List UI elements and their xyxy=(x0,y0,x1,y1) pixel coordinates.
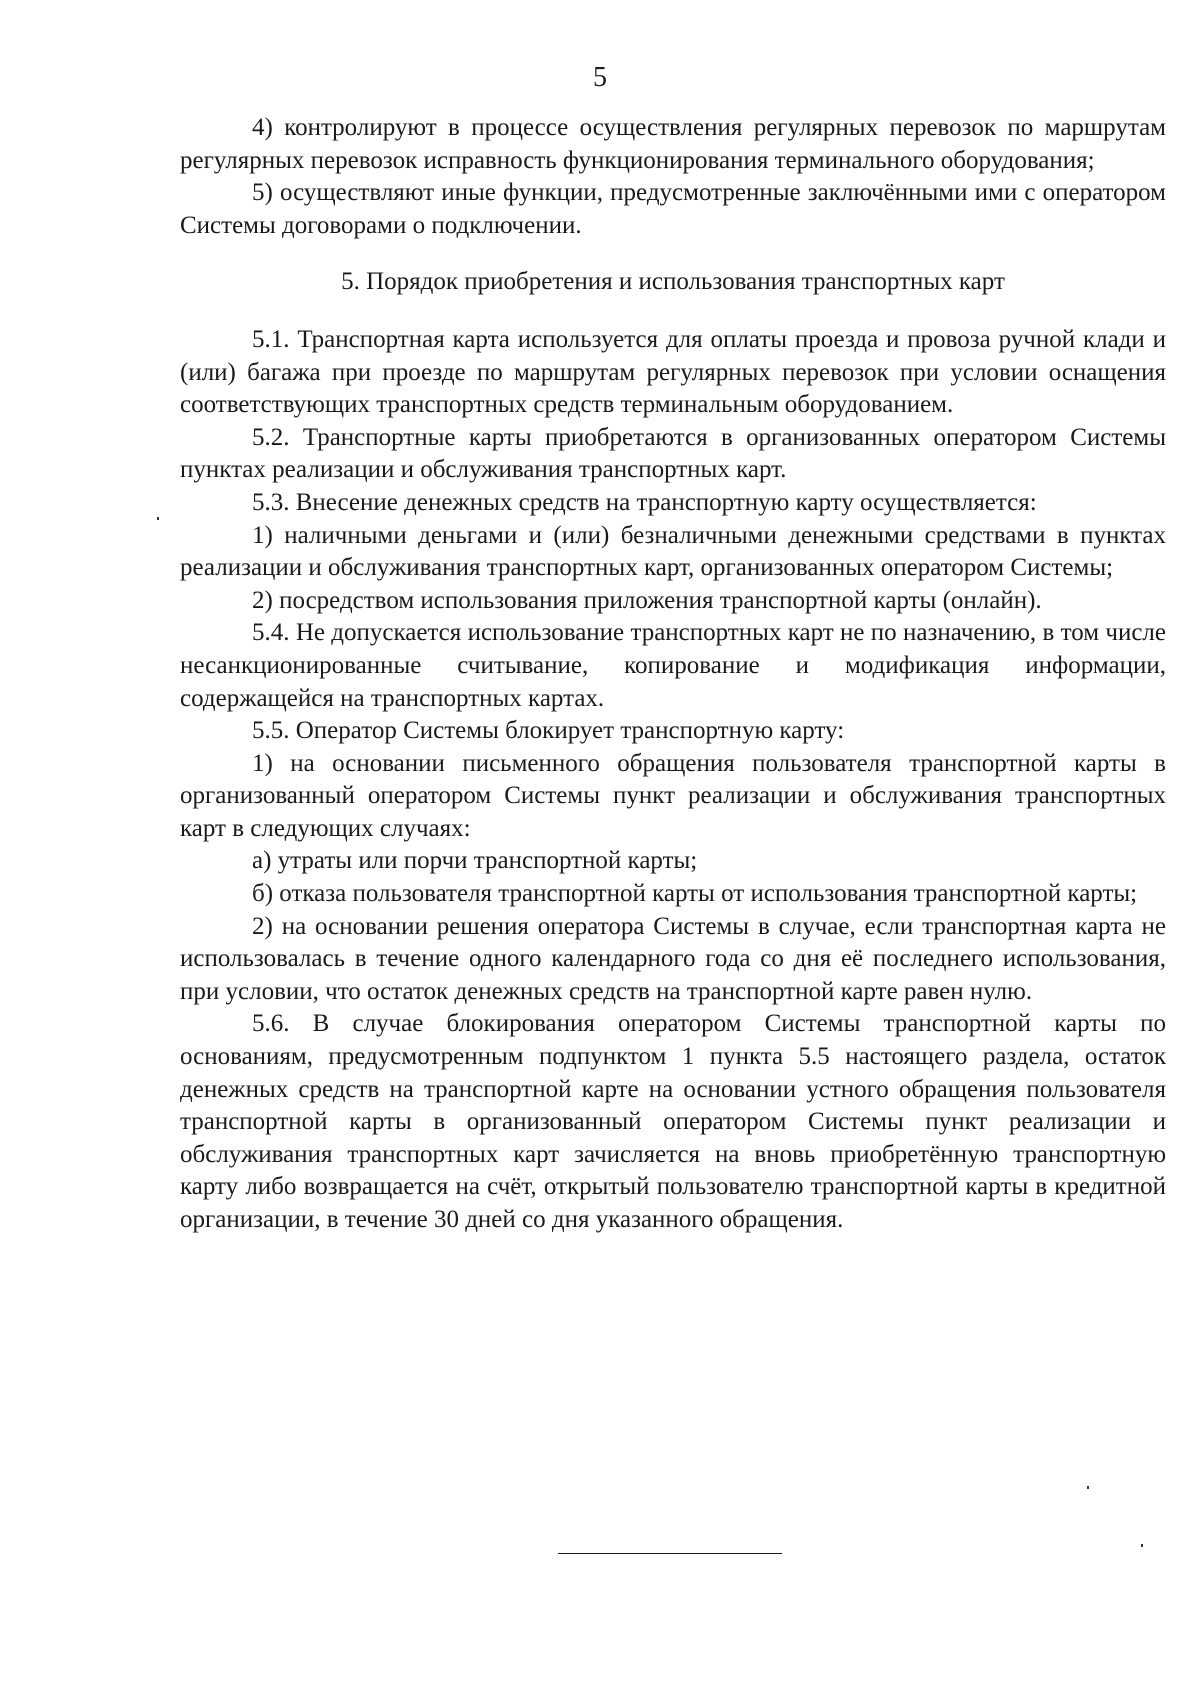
paragraph-5-3-item-2: 2) посредством использования приложения транспортной карты (онлайн). xyxy=(252,586,1042,614)
paragraph-5-1: 5.1. Транспортная карта используется для оплаты проезда и провоза ручной клади и (или) багажа при проезде по маршрутам регулярных перевозок при условии оснащения соответствующих транспортных средств терминальным оборудованием. xyxy=(180,325,1166,419)
paragraph-5-5: 5.5. Оператор Системы блокирует транспортную карту: xyxy=(252,717,845,745)
paragraph-5-5-item-2: 2) на основании решения оператора Системы в случае, если транспортная карта не использовалась в течение одного календарного года со дня её последнего использования, при условии, что остаток денежных средств на транспортной карте равен нулю. xyxy=(180,912,1166,1005)
scan-speck xyxy=(1087,1486,1089,1489)
end-separator-line xyxy=(558,1553,782,1554)
page-number: 5 xyxy=(593,62,607,93)
paragraph-item-5: 5) осуществляют иные функции, предусмотренные заключёнными ими с оператором Системы договорами о подключении. xyxy=(180,179,1166,239)
paragraph-5-5-item-b: б) отказа пользователя транспортной карты от использования транспортной карты; xyxy=(252,880,1138,908)
document-body xyxy=(180,112,1166,1237)
scan-speck xyxy=(1141,1544,1143,1547)
paragraph-5-5-item-a: а) утраты или порчи транспортной карты; xyxy=(252,847,698,875)
paragraph-5-2: 5.2. Транспортные карты приобретаются в организованных оператором Системы пунктах реализации и обслуживания транспортных карт. xyxy=(180,423,1166,484)
paragraph-5-3-item-1: 1) наличными деньгами и (или) безналичными денежными средствами в пунктах реализации и обслуживания транспортных карт, организованных оператором Системы; xyxy=(180,521,1166,582)
paragraph-item-4: 4) контролируют в процессе осуществления регулярных перевозок по маршрутам регулярных перевозок исправность функционирования терминального оборудования; xyxy=(180,114,1166,174)
paragraph-5-5-item-1: 1) на основании письменного обращения пользователя транспортной карты в организованный оператором Системы пункт реализации и обслуживания транспортных карт в следующих случаях: xyxy=(180,749,1166,842)
paragraph-5-4: 5.4. Не допускается использование транспортных карт не по назначению, в том числе несанкционированные считывание, копирование и модификация информации, содержащейся на транспортных картах. xyxy=(180,619,1166,712)
scan-speck xyxy=(157,517,159,520)
paragraph-5-6: 5.6. В случае блокирования оператором Системы транспортной карты по основаниям, предусмотренным подпунктом 1 пункта 5.5 настоящего раздела, остаток денежных средств на транспортной карте на основании устного обращения пользователя транспортной карты в организованный оператором Системы пункт реализации и обслуживания транспортных карт зачисляется на вновь приобретённую транспортную карту либо возвращается на счёт, открытый пользователю транспортной карты в кредитной организации, в течение 30 дней со дня указанного обращения. xyxy=(180,1010,1166,1233)
section-heading: 5. Порядок приобретения и использования транспортных карт xyxy=(341,268,1005,296)
paragraph-5-3: 5.3. Внесение денежных средств на транспортную карту осуществляется: xyxy=(252,488,1037,516)
